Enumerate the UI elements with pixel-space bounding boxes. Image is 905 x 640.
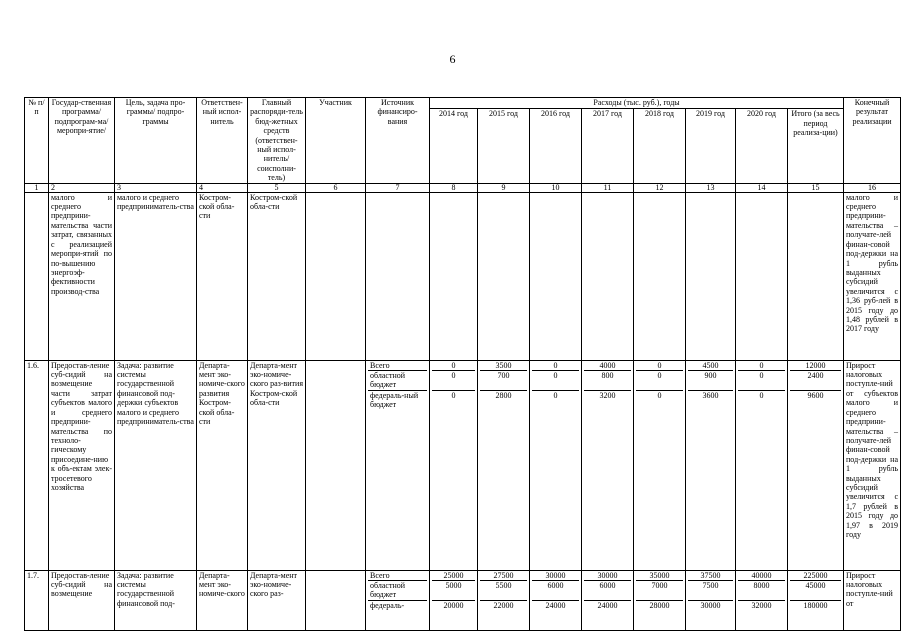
row-value <box>430 192 478 360</box>
value-cell: 30000 <box>532 571 579 581</box>
col-number: 3 <box>115 183 197 192</box>
row-executor: Департа-мент эко-номиче-ского развития Костром-ской обла-сти <box>197 360 248 570</box>
value-cell: 6000 <box>532 581 579 601</box>
header-result: Конечный результат реализации <box>844 98 901 184</box>
col-number: 11 <box>582 183 634 192</box>
row-num: 1.7. <box>25 570 49 630</box>
value-cell: 0 <box>657 391 662 401</box>
col-number: 1 <box>25 183 49 192</box>
value-cell: 24000 <box>597 601 618 611</box>
table-row <box>25 192 901 360</box>
value-cell: 30000 <box>584 571 631 581</box>
value-cell: 5000 <box>432 581 475 601</box>
row-value <box>736 192 788 360</box>
table-row <box>25 360 901 570</box>
value-cell: 4000 <box>584 361 631 371</box>
row-name: малого и среднего предприни-мательства части затрат, связанных с реализацией меропри-ятий по по-вышению энергоэф-фективности производ-ства <box>49 192 115 360</box>
row-manager: Костром-ской обла-сти <box>248 192 306 360</box>
value-cell: 4500 <box>688 361 733 371</box>
row-goal: Задача: развитие системы государственной финансовой под- <box>115 570 197 630</box>
value-cell: 2800 <box>495 391 512 401</box>
value-cell: 3200 <box>599 391 616 401</box>
row-num <box>25 192 49 360</box>
header-goal: Цель, задача про-граммы/ подпро-граммы <box>115 98 197 184</box>
value-cell: 180000 <box>803 601 828 611</box>
header-expenses: Расходы (тыс. руб.), годы <box>430 98 844 109</box>
value-cell: 6000 <box>584 581 631 601</box>
value-cell: 12000 <box>790 361 841 371</box>
header-num: № п/п <box>25 98 49 184</box>
row-executor: Костром-ской обла-сти <box>197 192 248 360</box>
value-cell: 0 <box>432 361 475 371</box>
value-cell: 25000 <box>432 571 475 581</box>
col-number: 15 <box>788 183 844 192</box>
col-number: 8 <box>430 183 478 192</box>
value-cell: 9600 <box>807 391 824 401</box>
value-cell: 32000 <box>751 601 772 611</box>
header-year: 2016 год <box>530 109 582 183</box>
value-cell: 0 <box>553 391 558 401</box>
value-cell: 35000 <box>636 571 683 581</box>
table-row <box>25 570 901 630</box>
value-cell: 5500 <box>480 581 527 601</box>
value-cell: 40000 <box>738 571 785 581</box>
source-regional: областной бюджет <box>368 371 427 391</box>
value-cell: 800 <box>584 371 631 391</box>
row-values <box>788 570 844 630</box>
row-source <box>366 192 430 360</box>
value-cell: 0 <box>532 371 579 391</box>
row-values <box>530 570 582 630</box>
row-values <box>736 570 788 630</box>
value-cell: 3600 <box>702 391 719 401</box>
header-year: 2018 год <box>634 109 686 183</box>
row-participant <box>306 570 366 630</box>
row-goal: Задача: развитие системы государственной финансовой под-держки субъектов малого и среднего предприниматель-ства <box>115 360 197 570</box>
row-values <box>582 570 634 630</box>
row-values <box>788 360 844 570</box>
value-cell: 0 <box>759 391 764 401</box>
row-values <box>634 360 686 570</box>
row-participant <box>306 360 366 570</box>
row-sources <box>366 360 430 570</box>
col-number: 13 <box>686 183 736 192</box>
row-executor: Департа-мент эко-номиче-ского <box>197 570 248 630</box>
source-regional: областной бюджет <box>368 581 427 601</box>
value-cell: 7000 <box>636 581 683 601</box>
row-values <box>736 360 788 570</box>
row-result: малого и среднего предприни-мательства – получате-лей финан-совой под-держки на 1 рубль выданных субсидий увеличится с 1,36 руб-лей в 2015 году до 1,48 рублей в 2017 году <box>844 192 901 360</box>
row-value <box>788 192 844 360</box>
row-participant <box>306 192 366 360</box>
row-name: Предостав-ление суб-сидий на возмещение части затрат субъектов малого и среднего предприни-мательства по техноло-гическому присоедине-нию к объ-ектам элек-тросетевого хозяйства <box>49 360 115 570</box>
row-manager: Департа-мент эко-номиче-ского раз-вития Костром-ской обла-сти <box>248 360 306 570</box>
row-values <box>686 360 736 570</box>
row-value <box>634 192 686 360</box>
value-cell: 0 <box>738 361 785 371</box>
program-table <box>24 97 901 631</box>
value-cell: 0 <box>636 371 683 391</box>
value-cell: 700 <box>480 371 527 391</box>
header-executor: Ответствен-ный испол-нитель <box>197 98 248 184</box>
row-goal: малого и среднего предприниматель-ства <box>115 192 197 360</box>
value-cell: 22000 <box>493 601 514 611</box>
header-year: 2019 год <box>686 109 736 183</box>
header-total: Итого (за весь период реализа-ции) <box>788 109 844 183</box>
header-year: 2014 год <box>430 109 478 183</box>
header-year: 2017 год <box>582 109 634 183</box>
value-cell: 0 <box>738 371 785 391</box>
col-number: 6 <box>306 183 366 192</box>
col-number: 4 <box>197 183 248 192</box>
row-value <box>582 192 634 360</box>
source-federal: федераль-ный бюджет <box>370 391 419 410</box>
col-number: 12 <box>634 183 686 192</box>
value-cell: 3500 <box>480 361 527 371</box>
col-number: 14 <box>736 183 788 192</box>
value-cell: 27500 <box>480 571 527 581</box>
header-year: 2020 год <box>736 109 788 183</box>
row-values <box>430 360 478 570</box>
value-cell: 2400 <box>790 371 841 391</box>
header-manager: Главный распоряди-тель бюд-жетных средств (ответствен-ный испол-нитель/ соисполни-тель) <box>248 98 306 184</box>
row-value <box>530 192 582 360</box>
source-total: Всего <box>368 361 427 371</box>
row-values <box>478 360 530 570</box>
col-number: 16 <box>844 183 901 192</box>
value-cell: 24000 <box>545 601 566 611</box>
row-values <box>478 570 530 630</box>
value-cell: 0 <box>451 391 456 401</box>
row-values <box>686 570 736 630</box>
page-number: 6 <box>449 52 456 66</box>
row-sources <box>366 570 430 630</box>
row-num: 1.6. <box>25 360 49 570</box>
value-cell: 30000 <box>700 601 721 611</box>
header-source: Источник финансиро-вания <box>366 98 430 184</box>
value-cell: 20000 <box>443 601 464 611</box>
row-manager: Департа-мент эко-номиче-ского раз- <box>248 570 306 630</box>
value-cell: 900 <box>688 371 733 391</box>
source-total: Всего <box>368 571 427 581</box>
row-values <box>430 570 478 630</box>
row-name: Предостав-ление суб-сидий на возмещение <box>49 570 115 630</box>
value-cell: 37500 <box>688 571 733 581</box>
col-number: 10 <box>530 183 582 192</box>
value-cell: 0 <box>636 361 683 371</box>
col-number: 7 <box>366 183 430 192</box>
row-result: Прирост налоговых поступле-ний от <box>844 570 901 630</box>
value-cell: 8000 <box>738 581 785 601</box>
row-result: Прирост налоговых поступле-ний от субъектов малого и среднего предприни-мательства – получате-лей финан-совой под-держки на 1 рубль выданных субсидий увеличится с 1,7 рублей в 2015 году до 1,97 в 2019 году <box>844 360 901 570</box>
value-cell: 0 <box>532 361 579 371</box>
row-values <box>634 570 686 630</box>
value-cell: 225000 <box>790 571 841 581</box>
row-values <box>530 360 582 570</box>
row-value <box>686 192 736 360</box>
value-cell: 0 <box>432 371 475 391</box>
header-year: 2015 год <box>478 109 530 183</box>
header-program: Государ-ственная программа/ подпрограм-ма/ меропри-ятие/ <box>49 98 115 184</box>
value-cell: 7500 <box>688 581 733 601</box>
row-values <box>582 360 634 570</box>
col-number: 9 <box>478 183 530 192</box>
header-participant: Участник <box>306 98 366 184</box>
value-cell: 45000 <box>790 581 841 601</box>
source-federal: федераль- <box>370 601 405 611</box>
value-cell: 28000 <box>649 601 670 611</box>
row-value <box>478 192 530 360</box>
col-number: 5 <box>248 183 306 192</box>
col-number: 2 <box>49 183 115 192</box>
